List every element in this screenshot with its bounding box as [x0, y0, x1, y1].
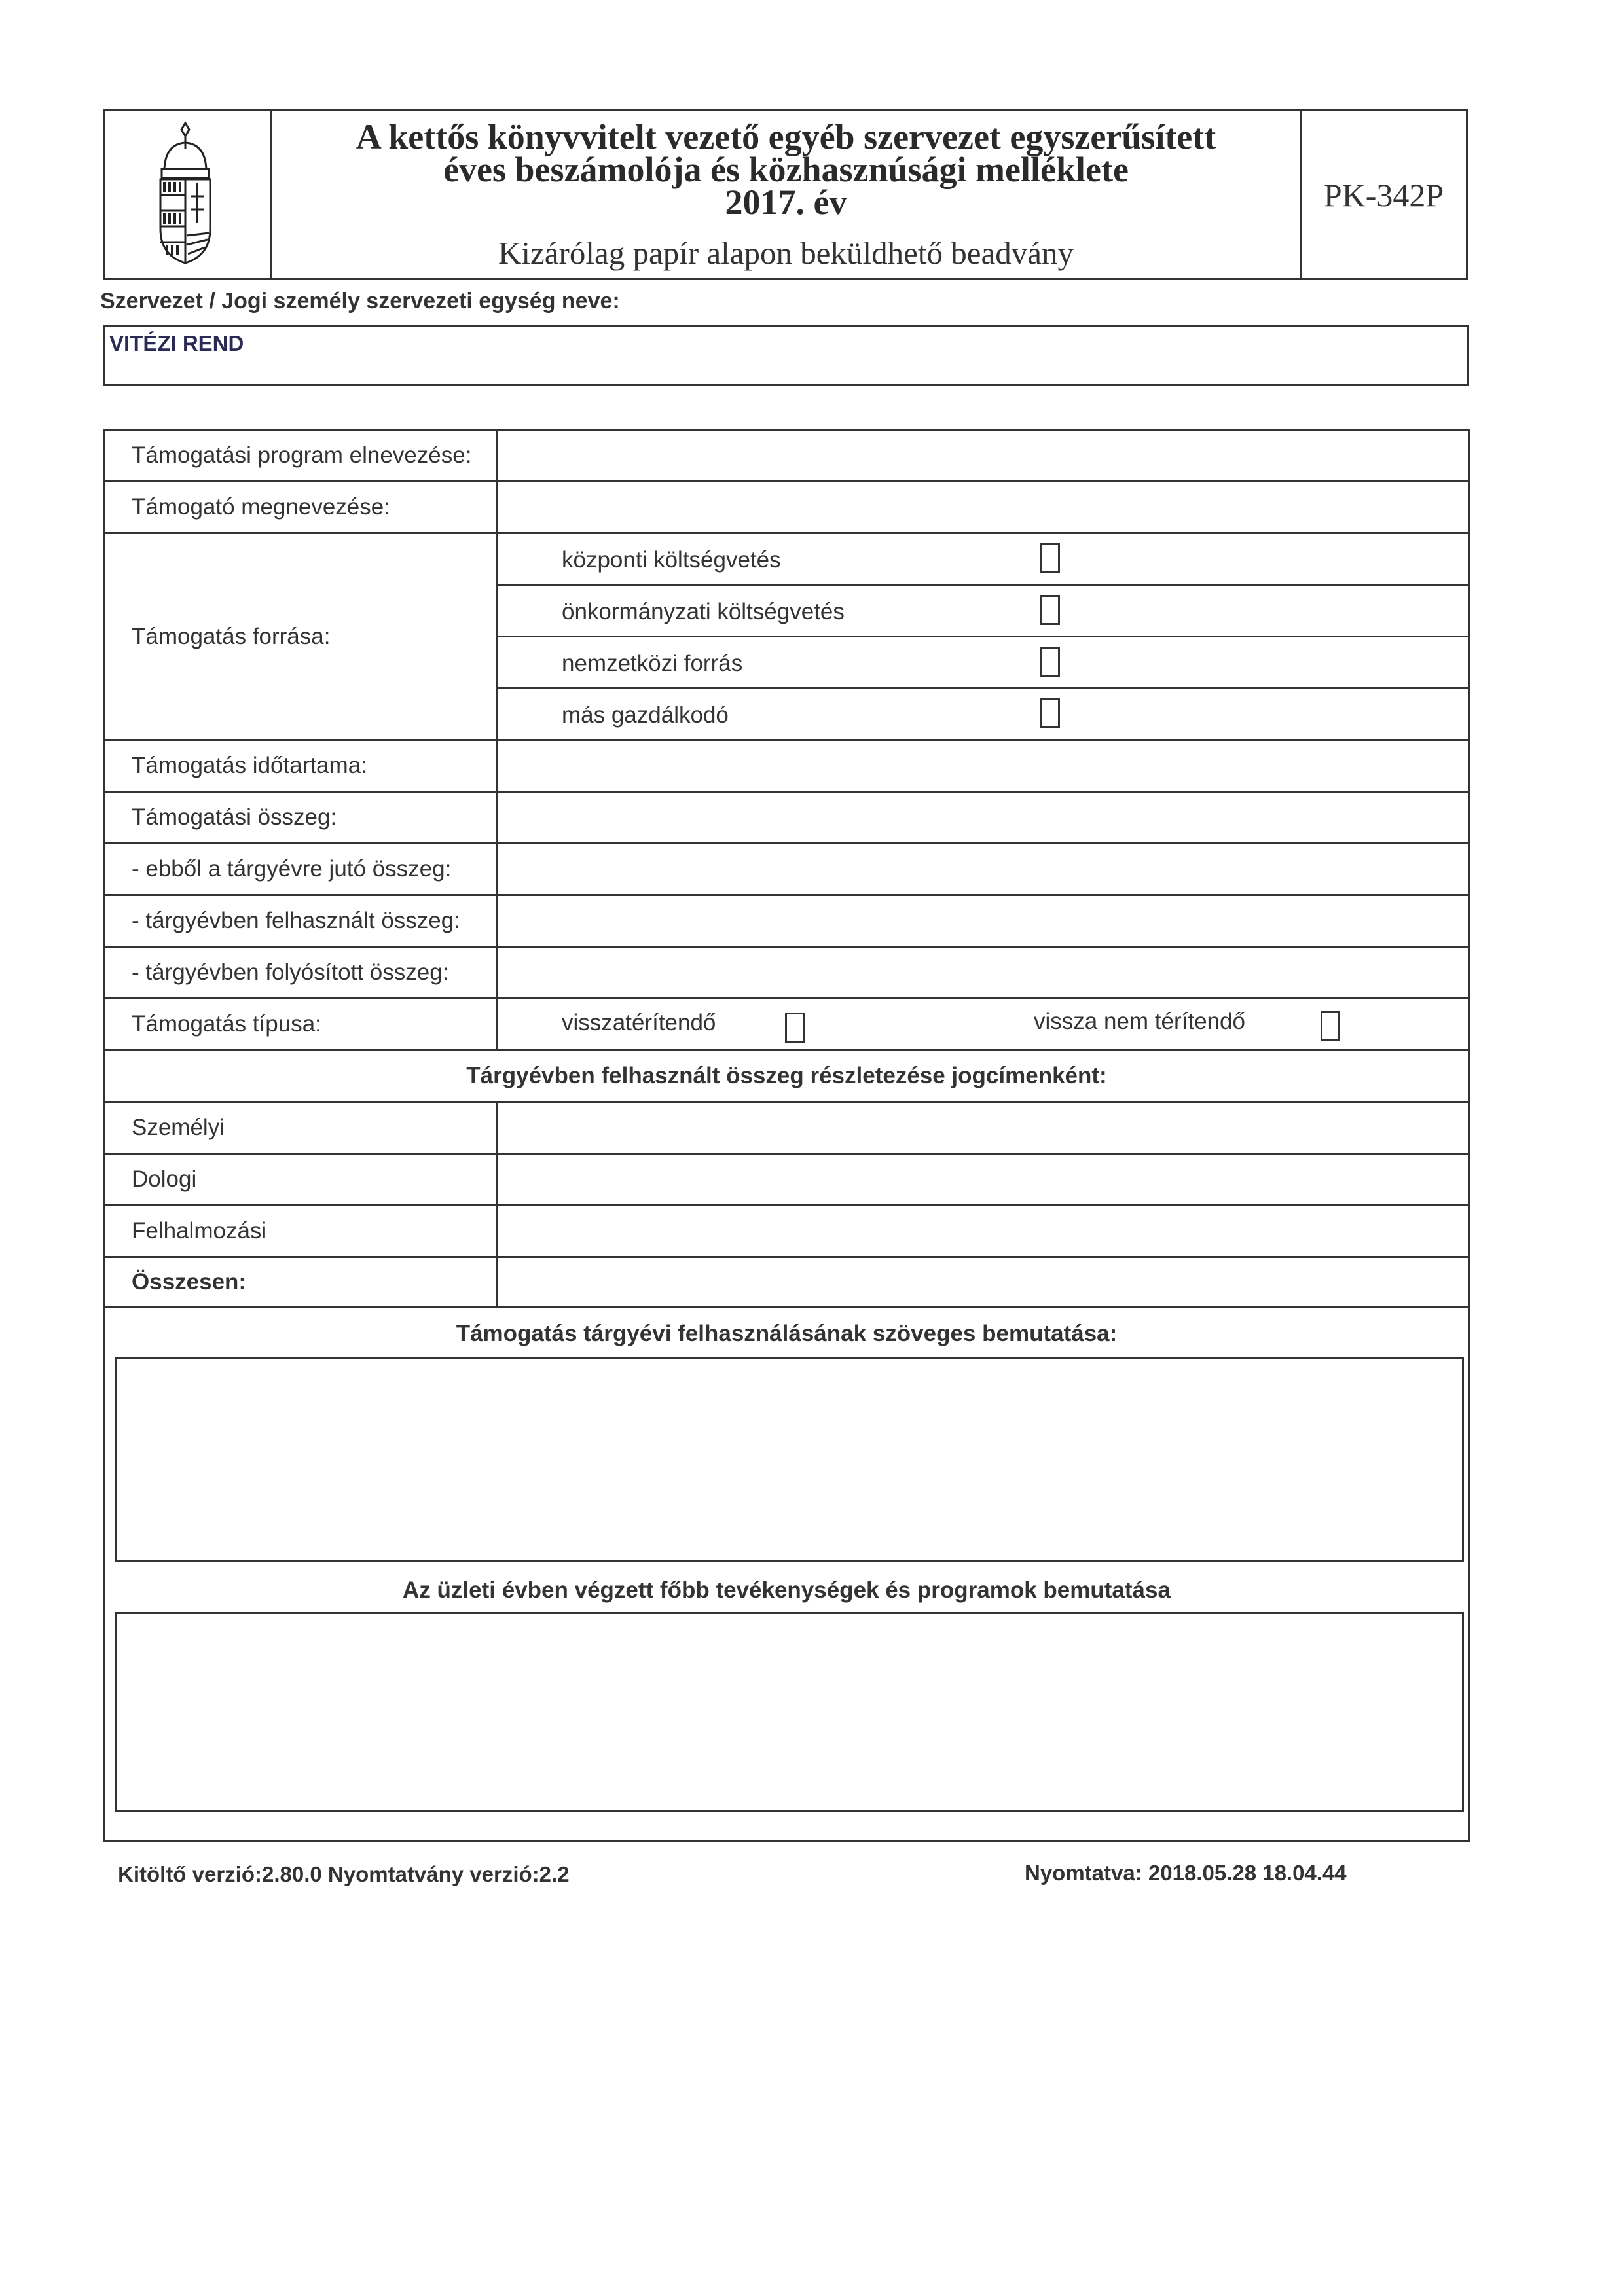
row-total	[105, 1258, 1468, 1308]
footer-version: Kitöltő verzió:2.80.0 Nyomtatvány verzió:2.2	[118, 1862, 570, 1886]
title-line-1: A kettős könyvvitelt vezető egyéb szervezet egyszerűsített	[356, 117, 1216, 156]
support-source-label: Támogatás forrása:	[105, 534, 498, 739]
total-field[interactable]	[498, 1258, 1468, 1306]
amount-used-field[interactable]	[498, 896, 1468, 946]
amount-paid-field[interactable]	[498, 948, 1468, 997]
source-option-label: központi költségvetés	[562, 547, 781, 573]
row-amount-paid	[105, 948, 1468, 999]
source-option-municipal-budget	[498, 586, 1468, 637]
material-label: Dologi	[105, 1155, 498, 1204]
amount-field[interactable]	[498, 793, 1468, 842]
source-option-label: önkormányzati költségvetés	[562, 599, 845, 624]
row-amount	[105, 793, 1468, 844]
source-option-international	[498, 637, 1468, 689]
row-accumulation	[105, 1206, 1468, 1258]
support-table	[103, 429, 1470, 1842]
form-code: PK-342P	[1323, 176, 1444, 213]
usage-description-textarea[interactable]	[115, 1357, 1464, 1562]
source-option-central-budget	[498, 534, 1468, 586]
title-line-2: éves beszámolója és közhasznúsági melléklete	[443, 150, 1129, 189]
source-option-other-business	[498, 689, 1468, 741]
checkbox-international[interactable]	[1040, 647, 1060, 677]
type-option-non-refundable-label: vissza nem térítendő	[1034, 1009, 1245, 1034]
program-name-label: Támogatási program elnevezése:	[105, 431, 498, 480]
form-title	[272, 117, 1300, 222]
coat-of-arms-icon	[153, 118, 218, 268]
support-type-label: Támogatás típusa:	[105, 999, 498, 1049]
organization-name-field[interactable]	[103, 325, 1469, 386]
row-breakdown-heading	[105, 1051, 1468, 1103]
checkbox-refundable[interactable]	[785, 1013, 805, 1043]
source-option-label: más gazdálkodó	[562, 702, 729, 728]
accumulation-label: Felhalmozási	[105, 1206, 498, 1256]
accumulation-field[interactable]	[498, 1206, 1468, 1256]
title-year: 2017. év	[725, 183, 847, 222]
checkbox-other-business[interactable]	[1040, 698, 1060, 728]
title-cell	[272, 111, 1302, 278]
row-personal	[105, 1103, 1468, 1155]
row-supporter-name	[105, 482, 1468, 534]
amount-used-label: - tárgyévben felhasznált összeg:	[105, 896, 498, 946]
checkbox-central-budget[interactable]	[1040, 543, 1060, 573]
checkbox-non-refundable[interactable]	[1321, 1011, 1340, 1041]
row-program-name	[105, 431, 1468, 482]
material-field[interactable]	[498, 1155, 1468, 1204]
form-subtitle: Kizárólag papír alapon beküldhető beadvány	[498, 235, 1074, 271]
row-amount-this-year	[105, 844, 1468, 896]
checkbox-municipal-budget[interactable]	[1040, 595, 1060, 625]
organization-name-value: VITÉZI REND	[109, 331, 244, 355]
personal-field[interactable]	[498, 1103, 1468, 1153]
organization-label: Szervezet / Jogi személy szervezeti egység neve:	[100, 289, 620, 314]
duration-field[interactable]	[498, 741, 1468, 791]
amount-paid-label: - tárgyévben folyósított összeg:	[105, 948, 498, 997]
row-support-source	[105, 534, 1468, 741]
amount-this-year-field[interactable]	[498, 844, 1468, 894]
support-type-options	[498, 999, 1468, 1049]
activities-description-heading: Az üzleti évben végzett főbb tevékenységek és programok bemutatása	[403, 1577, 1171, 1603]
source-option-label: nemzetközi forrás	[562, 651, 743, 676]
row-material	[105, 1155, 1468, 1206]
row-support-type	[105, 999, 1468, 1051]
total-label: Összesen:	[105, 1258, 498, 1306]
form-header	[103, 109, 1468, 280]
row-duration	[105, 741, 1468, 793]
usage-description-heading: Támogatás tárgyévi felhasználásának szöveges bemutatása:	[456, 1321, 1118, 1346]
row-amount-used	[105, 896, 1468, 948]
breakdown-heading: Tárgyévben felhasznált összeg részletezése jogcímenként:	[466, 1063, 1107, 1088]
activities-description-textarea[interactable]	[115, 1612, 1464, 1812]
type-option-refundable-label: visszatérítendő	[562, 1010, 716, 1035]
footer-printed-at: Nyomtatva: 2018.05.28 18.04.44	[1025, 1861, 1347, 1885]
supporter-name-label: Támogató megnevezése:	[105, 482, 498, 532]
logo-cell	[105, 111, 272, 278]
supporter-name-field[interactable]	[498, 482, 1468, 532]
program-name-field[interactable]	[498, 431, 1468, 480]
personal-label: Személyi	[105, 1103, 498, 1153]
amount-this-year-label: - ebből a tárgyévre jutó összeg:	[105, 844, 498, 894]
amount-label: Támogatási összeg:	[105, 793, 498, 842]
duration-label: Támogatás időtartama:	[105, 741, 498, 791]
form-code-cell	[1302, 111, 1466, 278]
